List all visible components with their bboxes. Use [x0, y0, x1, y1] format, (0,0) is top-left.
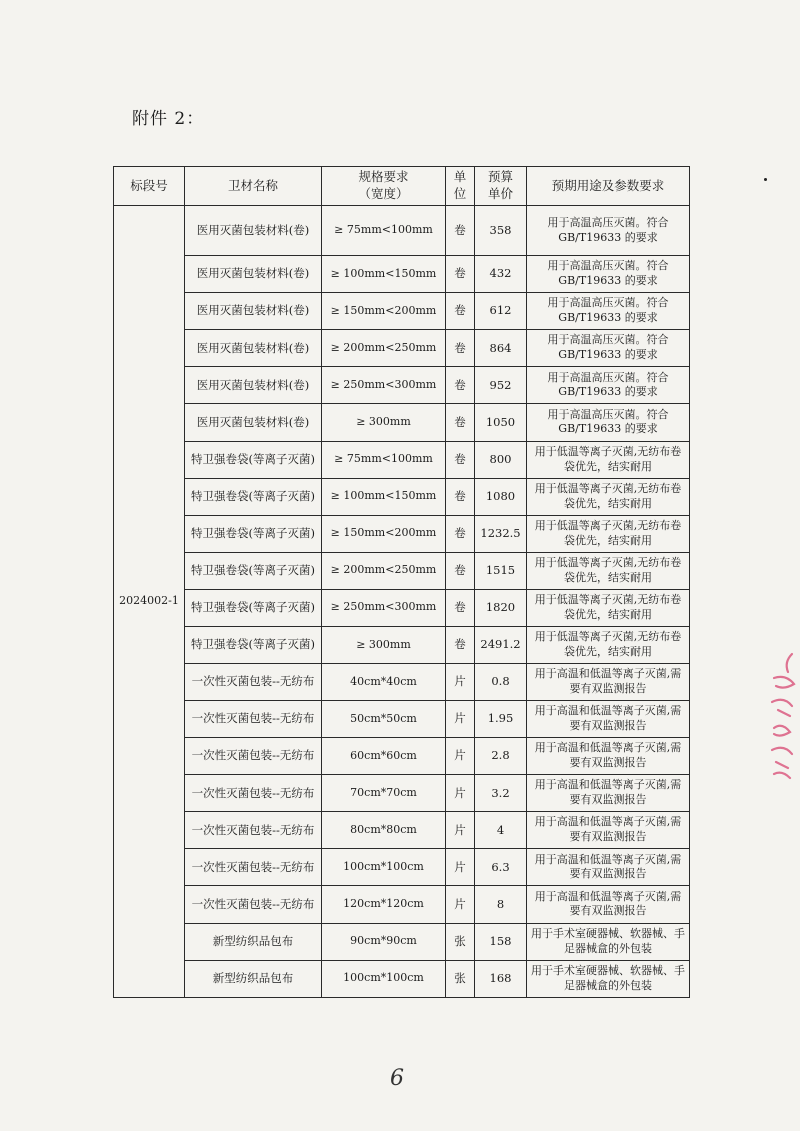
purpose-cell: 用于低温等离子灭菌,无纺布卷袋优先，结实耐用: [527, 552, 690, 589]
purpose-cell: 用于高温和低温等离子灭菌,需要有双监测报告: [527, 701, 690, 738]
item-name-cell: 一次性灭菌包装--无纺布: [185, 849, 322, 886]
header-unit-line1: 单: [453, 169, 467, 185]
price-cell: 952: [475, 367, 527, 404]
attachment-title: 附件 2：: [132, 109, 205, 129]
price-cell: 612: [475, 293, 527, 330]
unit-cell: 卷: [446, 367, 475, 404]
item-name-cell: 新型纺织品包布: [185, 923, 322, 960]
unit-cell: 片: [446, 663, 475, 700]
price-cell: 1050: [475, 404, 527, 441]
item-name-cell: 医用灭菌包装材料(卷): [185, 256, 322, 293]
header-segment: 标段号: [114, 167, 185, 206]
table-row: [114, 626, 690, 663]
table-row: [114, 775, 690, 812]
price-cell: 0.8: [475, 663, 527, 700]
purpose-cell: 用于低温等离子灭菌,无纺布卷袋优先，结实耐用: [527, 515, 690, 552]
page-number: 6: [390, 1066, 404, 1091]
purpose-cell: 用于高温和低温等离子灭菌,需要有双监测报告: [527, 775, 690, 812]
purpose-cell: 用于高温高压灭菌。符合GB/T19633 的要求: [527, 293, 690, 330]
table-row: [114, 701, 690, 738]
table-row: [114, 367, 690, 404]
price-cell: 432: [475, 256, 527, 293]
spec-cell: ≥ 300mm: [322, 626, 446, 663]
price-cell: 8: [475, 886, 527, 923]
unit-cell: 片: [446, 849, 475, 886]
table-row: [114, 589, 690, 626]
purpose-cell: 用于高温高压灭菌。符合GB/T19633 的要求: [527, 367, 690, 404]
purpose-cell: 用于手术室硬器械、软器械、手足器械盒的外包装: [527, 923, 690, 960]
item-name-cell: 特卫强卷袋(等离子灭菌): [185, 589, 322, 626]
unit-cell: 卷: [446, 293, 475, 330]
header-name: 卫材名称: [185, 167, 322, 206]
item-name-cell: 一次性灭菌包装--无纺布: [185, 775, 322, 812]
spec-cell: 70cm*70cm: [322, 775, 446, 812]
item-name-cell: 新型纺织品包布: [185, 960, 322, 997]
scan-speck: [764, 178, 767, 181]
price-cell: 2491.2: [475, 626, 527, 663]
unit-cell: 卷: [446, 256, 475, 293]
item-name-cell: 一次性灭菌包装--无纺布: [185, 738, 322, 775]
header-purpose: 预期用途及参数要求: [527, 167, 690, 206]
table-row: [114, 886, 690, 923]
spec-cell: ≥ 150mm<200mm: [322, 515, 446, 552]
table-row: [114, 849, 690, 886]
unit-cell: 片: [446, 738, 475, 775]
spec-cell: ≥ 150mm<200mm: [322, 293, 446, 330]
spec-cell: 120cm*120cm: [322, 886, 446, 923]
price-cell: 1515: [475, 552, 527, 589]
spec-cell: ≥ 75mm<100mm: [322, 206, 446, 256]
item-name-cell: 医用灭菌包装材料(卷): [185, 404, 322, 441]
header-price-line1: 预算: [487, 169, 513, 185]
price-cell: 6.3: [475, 849, 527, 886]
item-name-cell: 一次性灭菌包装--无纺布: [185, 663, 322, 700]
header-price: [475, 167, 527, 206]
price-cell: 3.2: [475, 775, 527, 812]
spec-cell: 90cm*90cm: [322, 923, 446, 960]
item-name-cell: 特卫强卷袋(等离子灭菌): [185, 626, 322, 663]
price-cell: 1820: [475, 589, 527, 626]
table-body: [114, 206, 690, 998]
spec-cell: 60cm*60cm: [322, 738, 446, 775]
unit-cell: 片: [446, 886, 475, 923]
header-spec-line1: 规格要求: [358, 169, 409, 185]
table-row: [114, 478, 690, 515]
price-cell: 1232.5: [475, 515, 527, 552]
price-cell: 168: [475, 960, 527, 997]
unit-cell: 卷: [446, 478, 475, 515]
unit-cell: 卷: [446, 404, 475, 441]
item-name-cell: 医用灭菌包装材料(卷): [185, 206, 322, 256]
unit-cell: 张: [446, 923, 475, 960]
table-row: [114, 330, 690, 367]
header-spec-line2: （宽度）: [358, 186, 409, 201]
item-name-cell: 一次性灭菌包装--无纺布: [185, 701, 322, 738]
price-cell: 1.95: [475, 701, 527, 738]
spec-cell: ≥ 250mm<300mm: [322, 589, 446, 626]
price-cell: 864: [475, 330, 527, 367]
purpose-cell: 用于高温高压灭菌。符合GB/T19633 的要求: [527, 256, 690, 293]
table-row: [114, 663, 690, 700]
item-name-cell: 一次性灭菌包装--无纺布: [185, 812, 322, 849]
price-cell: 4: [475, 812, 527, 849]
item-name-cell: 特卫强卷袋(等离子灭菌): [185, 515, 322, 552]
spec-cell: 50cm*50cm: [322, 701, 446, 738]
table-row: [114, 552, 690, 589]
table-row: [114, 441, 690, 478]
purpose-cell: 用于低温等离子灭菌,无纺布卷袋优先，结实耐用: [527, 589, 690, 626]
table-row: [114, 960, 690, 997]
item-name-cell: 医用灭菌包装材料(卷): [185, 330, 322, 367]
purpose-cell: 用于高温高压灭菌。符合GB/T19633 的要求: [527, 404, 690, 441]
red-stamp-fragment: [762, 650, 800, 790]
purpose-cell: 用于高温和低温等离子灭菌,需要有双监测报告: [527, 812, 690, 849]
spec-cell: 40cm*40cm: [322, 663, 446, 700]
spec-cell: 80cm*80cm: [322, 812, 446, 849]
table-row: [114, 812, 690, 849]
materials-table: [113, 166, 690, 998]
unit-cell: 卷: [446, 330, 475, 367]
header-price-line2: 单价: [487, 186, 513, 201]
price-cell: 1080: [475, 478, 527, 515]
segment-number-cell: 2024002-1: [114, 206, 185, 998]
unit-cell: 卷: [446, 626, 475, 663]
price-cell: 2.8: [475, 738, 527, 775]
item-name-cell: 特卫强卷袋(等离子灭菌): [185, 552, 322, 589]
spec-cell: ≥ 200mm<250mm: [322, 552, 446, 589]
table-row: [114, 404, 690, 441]
spec-cell: ≥ 250mm<300mm: [322, 367, 446, 404]
table-row: [114, 256, 690, 293]
purpose-cell: 用于高温和低温等离子灭菌,需要有双监测报告: [527, 738, 690, 775]
price-cell: 358: [475, 206, 527, 256]
price-cell: 158: [475, 923, 527, 960]
unit-cell: 卷: [446, 515, 475, 552]
spec-cell: ≥ 100mm<150mm: [322, 256, 446, 293]
table-row: [114, 515, 690, 552]
item-name-cell: 特卫强卷袋(等离子灭菌): [185, 441, 322, 478]
unit-cell: 片: [446, 812, 475, 849]
spec-cell: ≥ 200mm<250mm: [322, 330, 446, 367]
header-spec: [322, 167, 446, 206]
purpose-cell: 用于低温等离子灭菌,无纺布卷袋优先，结实耐用: [527, 478, 690, 515]
spec-cell: ≥ 100mm<150mm: [322, 478, 446, 515]
spec-cell: ≥ 300mm: [322, 404, 446, 441]
purpose-cell: 用于高温和低温等离子灭菌,需要有双监测报告: [527, 886, 690, 923]
spec-cell: ≥ 75mm<100mm: [322, 441, 446, 478]
header-unit-line2: 位: [453, 186, 467, 201]
table-row: [114, 293, 690, 330]
unit-cell: 片: [446, 701, 475, 738]
item-name-cell: 医用灭菌包装材料(卷): [185, 367, 322, 404]
table-row: [114, 206, 690, 256]
unit-cell: 卷: [446, 441, 475, 478]
unit-cell: 卷: [446, 206, 475, 256]
spec-cell: 100cm*100cm: [322, 849, 446, 886]
table-row: [114, 738, 690, 775]
purpose-cell: 用于高温和低温等离子灭菌,需要有双监测报告: [527, 849, 690, 886]
item-name-cell: 医用灭菌包装材料(卷): [185, 293, 322, 330]
unit-cell: 卷: [446, 589, 475, 626]
purpose-cell: 用于高温高压灭菌。符合GB/T19633 的要求: [527, 206, 690, 256]
unit-cell: 卷: [446, 552, 475, 589]
table-header-row: [114, 167, 690, 206]
purpose-cell: 用于低温等离子灭菌,无纺布卷袋优先，结实耐用: [527, 626, 690, 663]
unit-cell: 片: [446, 775, 475, 812]
item-name-cell: 特卫强卷袋(等离子灭菌): [185, 478, 322, 515]
table-row: [114, 923, 690, 960]
unit-cell: 张: [446, 960, 475, 997]
spec-cell: 100cm*100cm: [322, 960, 446, 997]
header-unit: [446, 167, 475, 206]
price-cell: 800: [475, 441, 527, 478]
purpose-cell: 用于手术室硬器械、软器械、手足器械盒的外包装: [527, 960, 690, 997]
purpose-cell: 用于高温和低温等离子灭菌,需要有双监测报告: [527, 663, 690, 700]
item-name-cell: 一次性灭菌包装--无纺布: [185, 886, 322, 923]
purpose-cell: 用于高温高压灭菌。符合GB/T19633 的要求: [527, 330, 690, 367]
purpose-cell: 用于低温等离子灭菌,无纺布卷袋优先，结实耐用: [527, 441, 690, 478]
